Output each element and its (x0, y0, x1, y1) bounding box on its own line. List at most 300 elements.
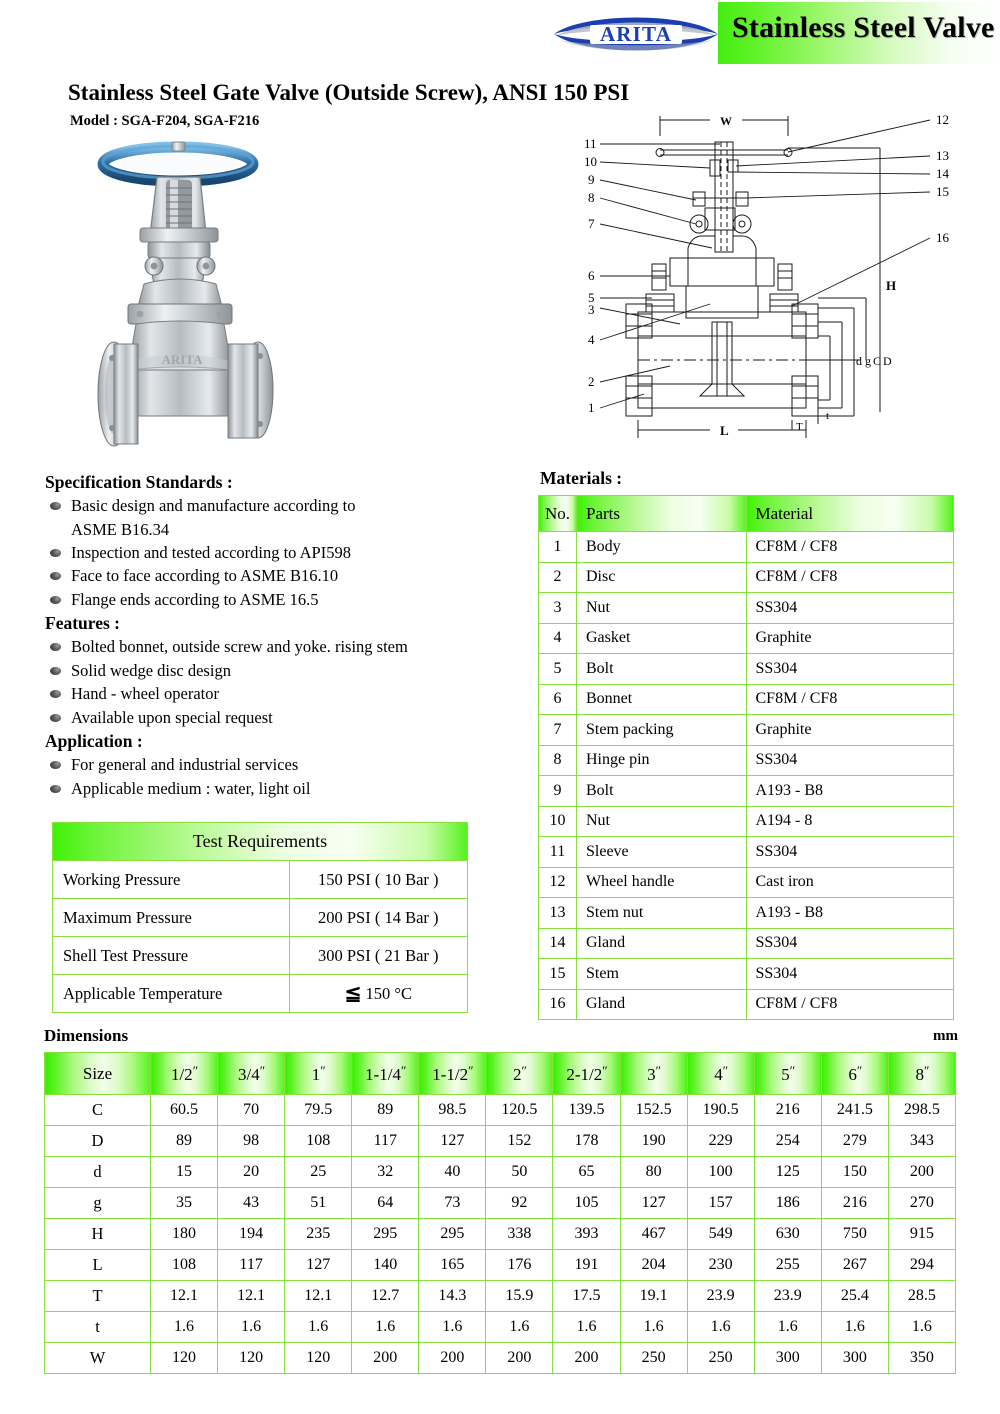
cell-value: 100 (687, 1157, 754, 1188)
cell-value: 17.5 (553, 1281, 620, 1312)
cell-no: 10 (539, 806, 577, 837)
table-row (53, 899, 468, 937)
callout-5: 5 (588, 290, 595, 305)
application-heading: Application : (45, 731, 143, 752)
bullet-icon (50, 572, 61, 580)
callout-7: 7 (588, 216, 595, 231)
column-header-parts: Parts (577, 496, 747, 532)
cell-value: 40 (419, 1157, 486, 1188)
bullet-icon (50, 761, 61, 769)
column-header-size-0: 1/2″ (151, 1053, 218, 1095)
model-line: Model : SGA-F204, SGA-F216 (70, 113, 260, 129)
cell-value: 12.7 (352, 1281, 419, 1312)
callout-2: 2 (588, 374, 595, 389)
cell-value: 117 (352, 1126, 419, 1157)
cell-value: 1.6 (687, 1312, 754, 1343)
table-row (539, 959, 954, 990)
cell-value: 152 (486, 1126, 553, 1157)
list-item (45, 564, 535, 587)
column-header-size-3: 1-1/4″ (352, 1053, 419, 1095)
cell-value: 350 (888, 1343, 955, 1374)
bullet-icon (50, 502, 61, 510)
list-item-label: Basic design and manufacture according to (71, 496, 356, 516)
row-label: g (45, 1188, 151, 1219)
cell-value: 60.5 (151, 1095, 218, 1126)
cell-value: 89 (151, 1126, 218, 1157)
cell-value: 127 (419, 1126, 486, 1157)
table-row (53, 975, 468, 1013)
table-row (539, 684, 954, 715)
cell-part: Stem nut (577, 898, 747, 929)
dim-label-t: t (826, 410, 830, 422)
dimensions-unit: mm (933, 1028, 958, 1044)
callout-6: 6 (588, 268, 595, 283)
cell-value: 200 (486, 1343, 553, 1374)
cell-value: 23.9 (687, 1281, 754, 1312)
cell-value: 176 (486, 1250, 553, 1281)
list-item (45, 777, 535, 800)
callout-10: 10 (584, 154, 597, 169)
cell-no: 1 (539, 532, 577, 563)
cell-no: 13 (539, 898, 577, 929)
technical-drawing (560, 108, 990, 468)
cell-material: CF8M / CF8 (746, 562, 954, 593)
dim-label-C: C (873, 354, 882, 368)
cell-value: 80 (620, 1157, 687, 1188)
dim-label-L: L (720, 423, 729, 438)
callout-13: 13 (936, 148, 949, 163)
bullet-icon (50, 690, 61, 698)
cell-value: 295 (419, 1219, 486, 1250)
logo-wordmark: ARITA (599, 22, 673, 46)
svg-text:ARITA: ARITA (161, 352, 203, 367)
test-requirements-table (52, 822, 468, 1013)
callout-9: 9 (588, 172, 595, 187)
row-value: 300 PSI ( 21 Bar ) (289, 937, 467, 975)
cell-value: 12.1 (218, 1281, 285, 1312)
table-row (539, 989, 954, 1020)
cell-material: Cast iron (746, 867, 954, 898)
cell-part: Gland (577, 928, 747, 959)
cell-material: Graphite (746, 623, 954, 654)
cell-value: 250 (687, 1343, 754, 1374)
row-label: D (45, 1126, 151, 1157)
cell-value: 139.5 (553, 1095, 620, 1126)
cell-value: 35 (151, 1188, 218, 1219)
cell-part: Stem packing (577, 715, 747, 746)
cell-no: 5 (539, 654, 577, 685)
materials-table (538, 495, 954, 1020)
cell-value: 120 (151, 1343, 218, 1374)
cell-no: 2 (539, 562, 577, 593)
cell-value: 127 (285, 1250, 352, 1281)
cell-part: Disc (577, 562, 747, 593)
cell-value: 250 (620, 1343, 687, 1374)
cell-value: 73 (419, 1188, 486, 1219)
features-heading: Features : (45, 613, 120, 634)
table-row (539, 715, 954, 746)
cell-value: 1.6 (553, 1312, 620, 1343)
cell-value: 1.6 (486, 1312, 553, 1343)
features-list (45, 635, 535, 729)
callout-15: 15 (936, 184, 949, 199)
cell-value: 28.5 (888, 1281, 955, 1312)
cell-no: 6 (539, 684, 577, 715)
list-item (45, 753, 535, 776)
table-row (45, 1219, 956, 1250)
row-label: Working Pressure (53, 861, 290, 899)
cell-value: 186 (754, 1188, 821, 1219)
row-label: H (45, 1219, 151, 1250)
cell-no: 15 (539, 959, 577, 990)
callout-8: 8 (588, 190, 595, 205)
cell-value: 300 (821, 1343, 888, 1374)
table-row (45, 1281, 956, 1312)
cell-material: SS304 (746, 837, 954, 868)
cell-value: 190 (620, 1126, 687, 1157)
table-header-row (539, 496, 954, 532)
list-item-label: Flange ends according to ASME 16.5 (71, 589, 319, 609)
bullet-icon (50, 643, 61, 651)
cell-value: 19.1 (620, 1281, 687, 1312)
cell-no: 3 (539, 593, 577, 624)
specification-block (45, 470, 535, 800)
cell-value: 549 (687, 1219, 754, 1250)
page-header (540, 2, 1000, 64)
table-row (539, 593, 954, 624)
cell-value: 1.6 (419, 1312, 486, 1343)
table-row (53, 861, 468, 899)
cell-value: 105 (553, 1188, 620, 1219)
cell-value: 120 (285, 1343, 352, 1374)
cell-value: 23.9 (754, 1281, 821, 1312)
cell-value: 50 (486, 1157, 553, 1188)
callout-3: 3 (588, 302, 595, 317)
table-header-row (53, 823, 468, 861)
cell-value: 89 (352, 1095, 419, 1126)
column-header-size-9: 5″ (754, 1053, 821, 1095)
cell-value: 108 (151, 1250, 218, 1281)
dim-label-g: g (865, 354, 871, 368)
cell-value: 150 (821, 1157, 888, 1188)
cell-value: 298.5 (888, 1095, 955, 1126)
row-label: W (45, 1343, 151, 1374)
cell-no: 8 (539, 745, 577, 776)
cell-value: 230 (687, 1250, 754, 1281)
cell-value: 300 (754, 1343, 821, 1374)
cell-value: 279 (821, 1126, 888, 1157)
table-row (539, 898, 954, 929)
cell-value: 152.5 (620, 1095, 687, 1126)
cell-part: Hinge pin (577, 745, 747, 776)
table-row (45, 1095, 956, 1126)
cell-value: 294 (888, 1250, 955, 1281)
cell-material: A193 - B8 (746, 898, 954, 929)
cell-no: 7 (539, 715, 577, 746)
cell-value: 125 (754, 1157, 821, 1188)
cell-value: 64 (352, 1188, 419, 1219)
table-row (539, 532, 954, 563)
less-than-equal-icon: ≦ (344, 983, 362, 1005)
list-item-label: Applicable medium : water, light oil (71, 778, 311, 798)
cell-value: 1.6 (285, 1312, 352, 1343)
cell-value: 204 (620, 1250, 687, 1281)
bullet-icon (50, 596, 61, 604)
cell-value: 191 (553, 1250, 620, 1281)
cell-value: 254 (754, 1126, 821, 1157)
dim-label-W: W (720, 114, 732, 128)
cell-value: 295 (352, 1219, 419, 1250)
cell-value: 1.6 (151, 1312, 218, 1343)
column-header-size-4: 1-1/2″ (419, 1053, 486, 1095)
cell-value: 267 (821, 1250, 888, 1281)
table-row (539, 562, 954, 593)
row-value: 150 PSI ( 10 Bar ) (289, 861, 467, 899)
list-item (45, 494, 535, 517)
table-row (539, 867, 954, 898)
cell-part: Bolt (577, 654, 747, 685)
bullet-icon (50, 714, 61, 722)
cell-no: 12 (539, 867, 577, 898)
cell-value: 1.6 (352, 1312, 419, 1343)
cell-value: 750 (821, 1219, 888, 1250)
column-header-size-7: 3″ (620, 1053, 687, 1095)
bullet-icon (50, 785, 61, 793)
cell-part: Nut (577, 593, 747, 624)
test-requirements-title: Test Requirements (53, 823, 468, 861)
cell-part: Wheel handle (577, 867, 747, 898)
row-label: d (45, 1157, 151, 1188)
column-header-no: No. (539, 496, 577, 532)
column-header-size-11: 8″ (888, 1053, 955, 1095)
cell-value: 241.5 (821, 1095, 888, 1126)
dimensions-heading: Dimensions (44, 1026, 129, 1045)
list-item (45, 706, 535, 729)
cell-value: 108 (285, 1126, 352, 1157)
bullet-icon (50, 549, 61, 557)
cell-value: 20 (218, 1157, 285, 1188)
callout-16: 16 (936, 230, 949, 245)
cell-value: 51 (285, 1188, 352, 1219)
table-row (45, 1188, 956, 1219)
cell-material: SS304 (746, 928, 954, 959)
table-row (539, 654, 954, 685)
cell-value: 25.4 (821, 1281, 888, 1312)
cell-value: 79.5 (285, 1095, 352, 1126)
column-header-material: Material (746, 496, 954, 532)
table-row (45, 1343, 956, 1374)
page-title: Stainless Steel Gate Valve (Outside Screw), ANSI 150 PSI (68, 80, 630, 105)
cell-no: 16 (539, 989, 577, 1020)
row-label: Maximum Pressure (53, 899, 290, 937)
cell-material: A194 - 8 (746, 806, 954, 837)
cell-value: 15 (151, 1157, 218, 1188)
cell-material: CF8M / CF8 (746, 989, 954, 1020)
cell-no: 11 (539, 837, 577, 868)
column-header-size-6: 2-1/2″ (553, 1053, 620, 1095)
cell-value: 255 (754, 1250, 821, 1281)
cell-part: Gland (577, 989, 747, 1020)
row-label: Applicable Temperature (53, 975, 290, 1013)
cell-value: 1.6 (754, 1312, 821, 1343)
column-header-size-2: 1″ (285, 1053, 352, 1095)
cell-value: 235 (285, 1219, 352, 1250)
row-label: Shell Test Pressure (53, 937, 290, 975)
table-row (45, 1126, 956, 1157)
cell-value: 200 (419, 1343, 486, 1374)
cell-material: SS304 (746, 959, 954, 990)
row-value: 200 PSI ( 14 Bar ) (289, 899, 467, 937)
cell-value: 216 (754, 1095, 821, 1126)
cell-value: 120 (218, 1343, 285, 1374)
dim-label-H: H (886, 278, 897, 293)
cell-value: 200 (352, 1343, 419, 1374)
list-item-label: Hand - wheel operator (71, 684, 219, 704)
cell-value: 43 (218, 1188, 285, 1219)
specification-standards-list (45, 494, 535, 611)
list-item-label: For general and industrial services (71, 755, 299, 775)
cell-no: 9 (539, 776, 577, 807)
table-row (539, 837, 954, 868)
table-row (45, 1157, 956, 1188)
cell-material: CF8M / CF8 (746, 684, 954, 715)
callout-14: 14 (936, 166, 949, 181)
cell-value: 12.1 (285, 1281, 352, 1312)
cell-value: 393 (553, 1219, 620, 1250)
cell-part: Bonnet (577, 684, 747, 715)
cell-value: 25 (285, 1157, 352, 1188)
table-row (53, 937, 468, 975)
list-item-label: Inspection and tested according to API598 (71, 542, 351, 562)
cell-material: CF8M / CF8 (746, 532, 954, 563)
list-item (45, 588, 535, 611)
column-header-size-8: 4″ (687, 1053, 754, 1095)
dim-label-T: T (796, 421, 803, 433)
cell-part: Stem (577, 959, 747, 990)
callout-12: 12 (936, 112, 949, 127)
row-label: T (45, 1281, 151, 1312)
cell-value: 117 (218, 1250, 285, 1281)
arita-logo (550, 6, 722, 62)
cell-value: 1.6 (888, 1312, 955, 1343)
cell-value: 200 (888, 1157, 955, 1188)
column-header-size: Size (45, 1053, 151, 1095)
cell-part: Gasket (577, 623, 747, 654)
temperature-value: 150 °C (365, 984, 412, 1003)
cell-value: 467 (620, 1219, 687, 1250)
cell-value: 270 (888, 1188, 955, 1219)
banner-title: Stainless Steel Valve (732, 11, 995, 44)
cell-value: 915 (888, 1219, 955, 1250)
cell-material: A193 - B8 (746, 776, 954, 807)
row-label: t (45, 1312, 151, 1343)
column-header-size-1: 3/4″ (218, 1053, 285, 1095)
cell-value: 180 (151, 1219, 218, 1250)
cell-value: 12.1 (151, 1281, 218, 1312)
callout-1: 1 (588, 400, 595, 415)
callout-4: 4 (588, 332, 595, 347)
materials-heading: Materials : (540, 468, 623, 488)
cell-value: 216 (821, 1188, 888, 1219)
cell-value: 343 (888, 1126, 955, 1157)
table-row (539, 806, 954, 837)
cell-value: 32 (352, 1157, 419, 1188)
cell-value: 98 (218, 1126, 285, 1157)
cell-part: Sleeve (577, 837, 747, 868)
cell-value: 127 (620, 1188, 687, 1219)
cell-material: SS304 (746, 745, 954, 776)
cell-value: 194 (218, 1219, 285, 1250)
cell-value: 15.9 (486, 1281, 553, 1312)
list-item (45, 541, 535, 564)
cell-value: 65 (553, 1157, 620, 1188)
bullet-icon (50, 667, 61, 675)
callout-11: 11 (584, 136, 597, 151)
cell-value: 92 (486, 1188, 553, 1219)
table-header-row (45, 1053, 956, 1095)
cell-part: Bolt (577, 776, 747, 807)
list-item-label: ASME B16.34 (71, 519, 170, 539)
list-item (45, 635, 535, 658)
cell-value: 190.5 (687, 1095, 754, 1126)
table-row (539, 745, 954, 776)
column-header-size-10: 6″ (821, 1053, 888, 1095)
cell-no: 14 (539, 928, 577, 959)
cell-material: SS304 (746, 593, 954, 624)
row-label: C (45, 1095, 151, 1126)
list-item-label: Solid wedge disc design (71, 660, 231, 680)
list-item (45, 682, 535, 705)
table-row (45, 1312, 956, 1343)
cell-material: Graphite (746, 715, 954, 746)
cell-value: 165 (419, 1250, 486, 1281)
table-row (539, 623, 954, 654)
cell-value: 338 (486, 1219, 553, 1250)
cell-value: 178 (553, 1126, 620, 1157)
specification-standards-heading: Specification Standards : (45, 472, 233, 492)
cell-value: 14.3 (419, 1281, 486, 1312)
cell-value: 140 (352, 1250, 419, 1281)
cell-part: Nut (577, 806, 747, 837)
list-item-label: Available upon special request (71, 707, 273, 727)
cell-value: 157 (687, 1188, 754, 1219)
table-row (539, 928, 954, 959)
dimensions-table (44, 1052, 956, 1374)
cell-value: 229 (687, 1126, 754, 1157)
table-row (539, 776, 954, 807)
cell-part: Body (577, 532, 747, 563)
cell-value: 120.5 (486, 1095, 553, 1126)
cell-value: 98.5 (419, 1095, 486, 1126)
list-item-continuation (45, 518, 535, 541)
column-header-size-5: 2″ (486, 1053, 553, 1095)
cell-no: 4 (539, 623, 577, 654)
cell-value: 1.6 (218, 1312, 285, 1343)
cell-material: SS304 (746, 654, 954, 685)
cell-value: 70 (218, 1095, 285, 1126)
list-item (45, 659, 535, 682)
dim-label-D: D (883, 354, 892, 368)
row-label: L (45, 1250, 151, 1281)
cell-value: 1.6 (821, 1312, 888, 1343)
application-list (45, 753, 535, 800)
list-item-label: Bolted bonnet, outside screw and yoke. rising stem (71, 637, 408, 657)
product-photo-gate-valve (62, 132, 362, 462)
row-value (289, 975, 467, 1013)
list-item-label: Face to face according to ASME B16.10 (71, 566, 339, 586)
cell-value: 630 (754, 1219, 821, 1250)
cell-value: 1.6 (620, 1312, 687, 1343)
